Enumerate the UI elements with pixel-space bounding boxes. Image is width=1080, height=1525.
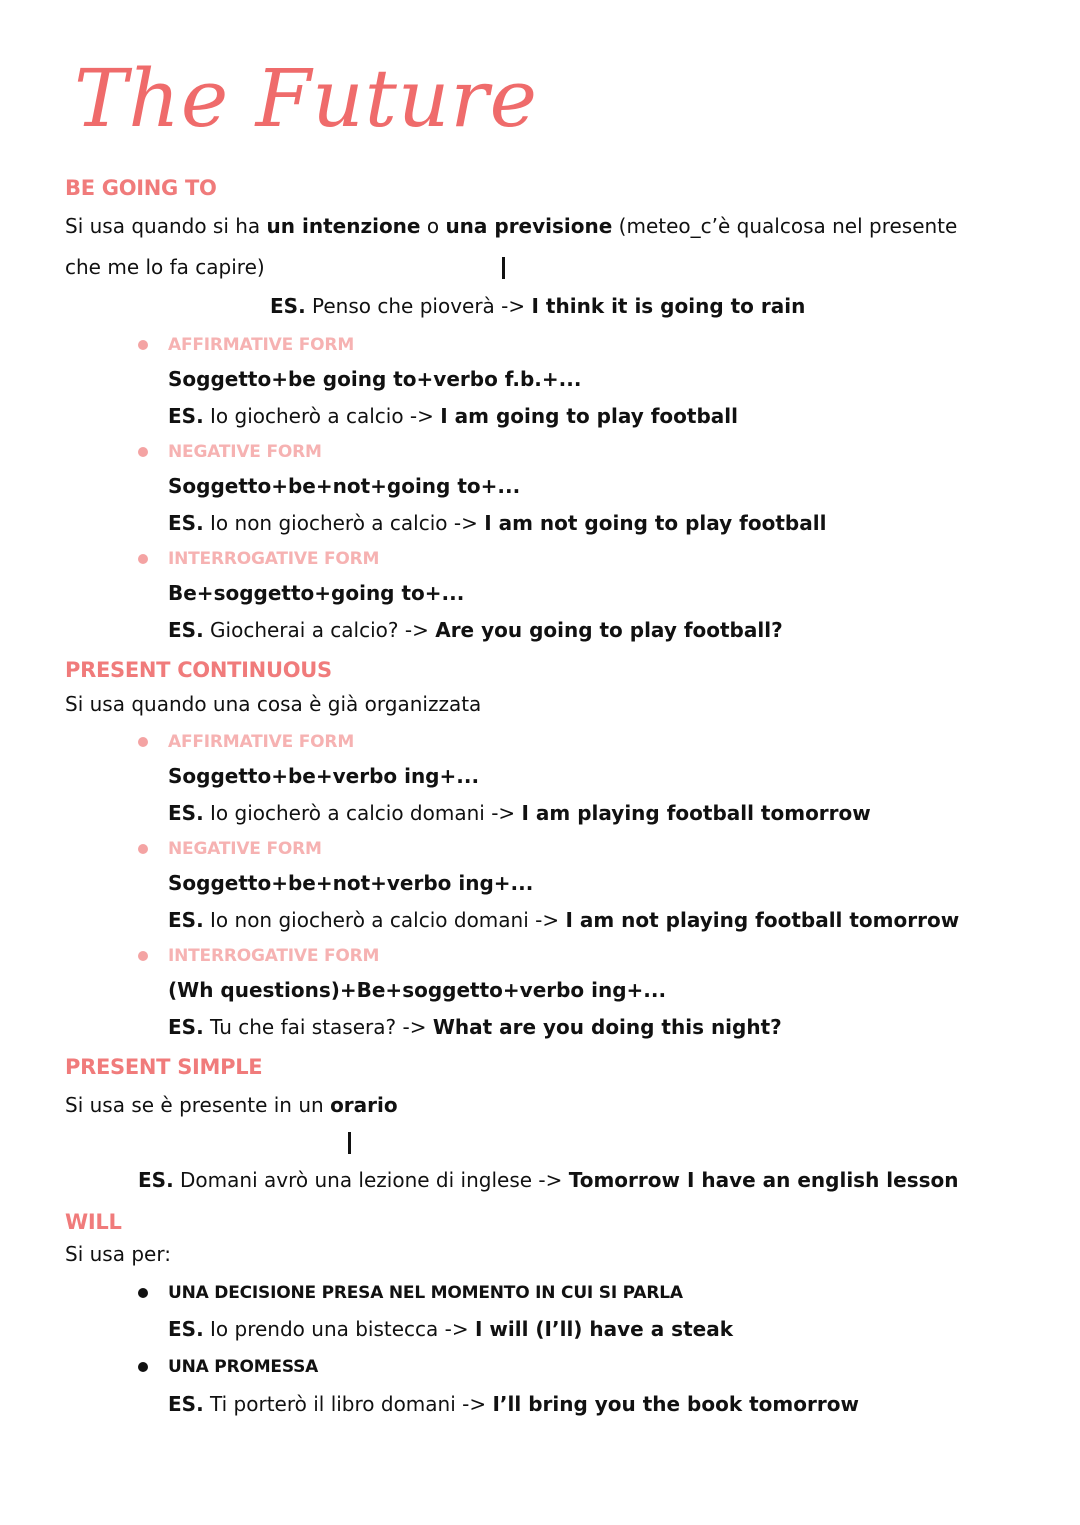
present-simple-description: Si usa se è presente in un orario: [65, 1093, 398, 1117]
heading-present-simple: PRESENT SIMPLE: [65, 1055, 263, 1079]
will-decision-label: UNA DECISIONE PRESA NEL MOMENTO IN CUI SI PARLA: [168, 1283, 683, 1303]
going-to-affirmative-example: ES. Io giocherò a calcio -> I am going to play football: [168, 404, 738, 428]
bullet-icon: [138, 951, 148, 961]
present-continuous-interrogative-label: INTERROGATIVE FORM: [168, 946, 380, 966]
bullet-icon: [138, 340, 148, 350]
present-continuous-description: Si usa quando una cosa è già organizzata: [65, 692, 482, 716]
going-to-negative-formula: Soggetto+be+not+going to+...: [168, 474, 521, 498]
present-continuous-negative-example: ES. Io non giocherò a calcio domani -> I am not playing football tomorrow: [168, 908, 960, 932]
text-cursor-mark: [348, 1132, 351, 1154]
bullet-icon: [138, 737, 148, 747]
will-promise-label: UNA PROMESSA: [168, 1357, 319, 1377]
present-continuous-affirmative-example: ES. Io giocherò a calcio domani -> I am playing football tomorrow: [168, 801, 871, 825]
going-to-interrogative-formula: Be+soggetto+going to+...: [168, 581, 465, 605]
going-to-description-line2: che me lo fa capire): [65, 255, 265, 279]
heading-present-continuous: PRESENT CONTINUOUS: [65, 658, 332, 682]
going-to-example: ES. Penso che pioverà -> I think it is going to rain: [270, 294, 806, 318]
present-continuous-interrogative-formula: (Wh questions)+Be+soggetto+verbo ing+...: [168, 978, 667, 1002]
bullet-icon: [138, 447, 148, 457]
page-title: The Future: [74, 52, 538, 145]
going-to-negative-example: ES. Io non giocherò a calcio -> I am not going to play football: [168, 511, 827, 535]
going-to-negative-label: NEGATIVE FORM: [168, 442, 322, 462]
going-to-interrogative-example: ES. Giocherai a calcio? -> Are you going to play football?: [168, 618, 783, 642]
going-to-interrogative-label: INTERROGATIVE FORM: [168, 549, 380, 569]
present-continuous-affirmative-label: AFFIRMATIVE FORM: [168, 732, 355, 752]
present-continuous-negative-label: NEGATIVE FORM: [168, 839, 322, 859]
bullet-icon: [138, 554, 148, 564]
will-decision-example: ES. Io prendo una bistecca -> I will (I’ll) have a steak: [168, 1317, 733, 1341]
present-continuous-affirmative-formula: Soggetto+be+verbo ing+...: [168, 764, 480, 788]
present-simple-example: ES. Domani avrò una lezione di inglese -> Tomorrow I have an english lesson: [138, 1168, 959, 1192]
going-to-affirmative-label: AFFIRMATIVE FORM: [168, 335, 355, 355]
will-promise-example: ES. Ti porterò il libro domani -> I’ll bring you the book tomorrow: [168, 1392, 859, 1416]
going-to-affirmative-formula: Soggetto+be going to+verbo f.b.+...: [168, 367, 582, 391]
bullet-icon: [138, 1288, 148, 1298]
going-to-description-line1: Si usa quando si ha un intenzione o una previsione (meteo_c’è qualcosa nel presente: [65, 214, 958, 238]
present-continuous-negative-formula: Soggetto+be+not+verbo ing+...: [168, 871, 534, 895]
present-continuous-interrogative-example: ES. Tu che fai stasera? -> What are you doing this night?: [168, 1015, 782, 1039]
text-cursor-mark: [502, 257, 505, 279]
bullet-icon: [138, 844, 148, 854]
will-description: Si usa per:: [65, 1242, 171, 1266]
bullet-icon: [138, 1362, 148, 1372]
heading-be-going-to: BE GOING TO: [65, 176, 217, 200]
heading-will: WILL: [65, 1210, 122, 1234]
